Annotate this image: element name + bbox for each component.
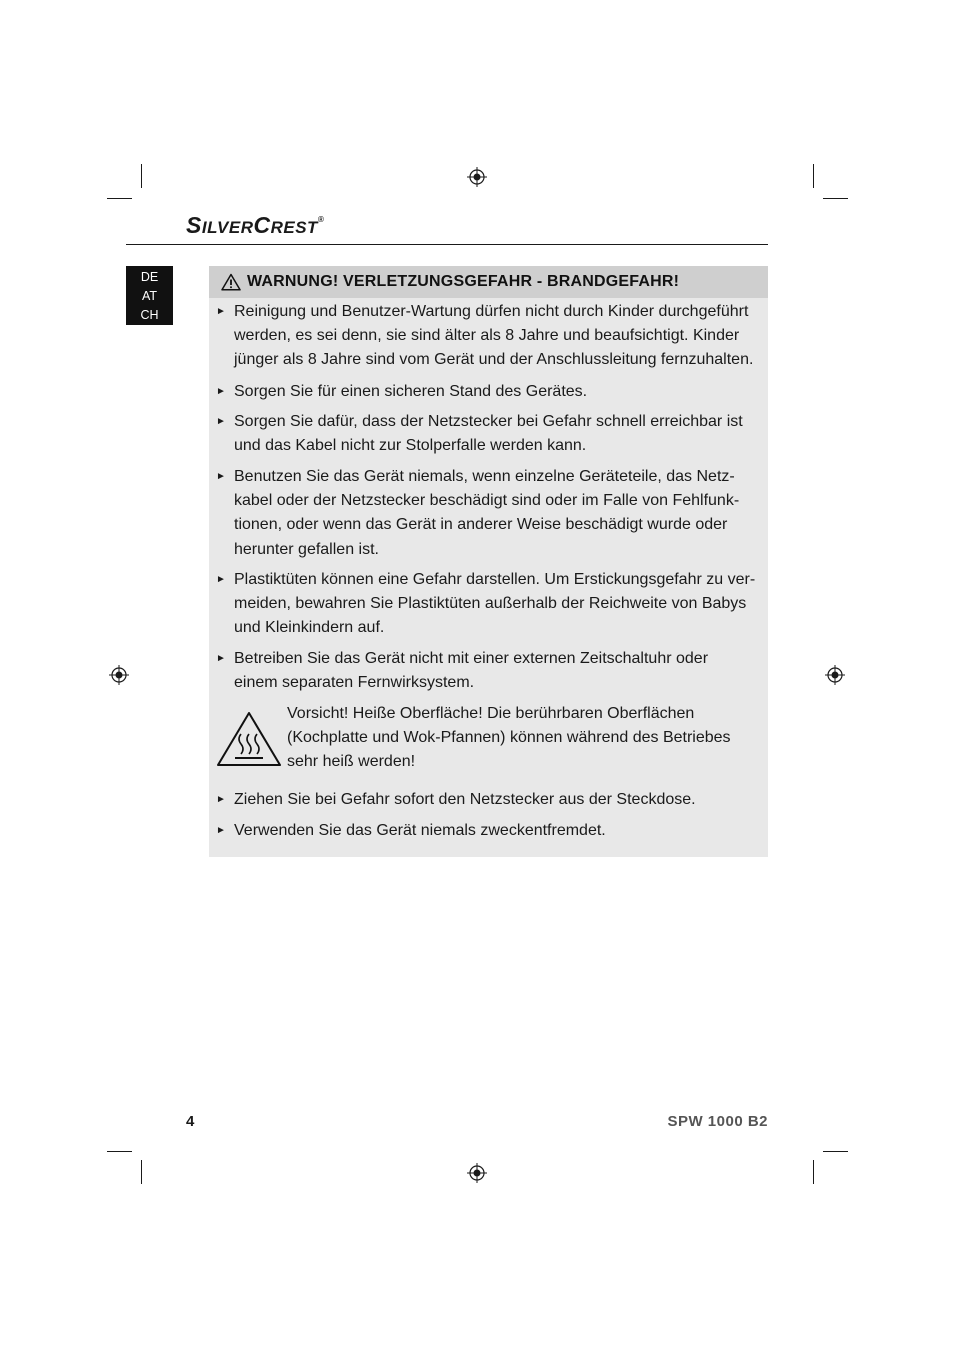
text-line: werden, es sei denn, sie sind älter als 8 Jahre und beaufsichtigt. Kinder [234,327,740,345]
text-line: Reinigung und Benutzer-Wartung dürfen nicht durch Kinder durchgeführt [234,303,749,320]
text-line: und Kleinkindern auf. [234,619,385,637]
crop-mark [141,1160,142,1184]
list-item-text [234,647,764,695]
bullet-arrow-icon: ► [216,825,226,836]
model-number: SPW 1000 B2 [667,1113,768,1130]
bullet-arrow-icon: ► [216,306,226,317]
list-item-text [234,819,764,843]
text-line: tionen, oder wenn das Gerät in anderer Weise beschädigt wurde oder [234,516,728,534]
text-line: Sorgen Sie dafür, dass der Netzstecker bei Gefahr schnell erreichbar ist [234,413,743,430]
language-code: DE [140,270,159,284]
text-line: sehr heiß werden! [287,753,416,771]
crop-mark [141,164,142,188]
language-code: AT [141,289,158,303]
text-line: und das Kabel nicht zur Stolperfalle werden kann. [234,437,587,455]
crop-mark [107,198,132,199]
text-line: kabel oder der Netzstecker beschädigt sind oder im Falle von Fehlfunk- [234,492,740,510]
crop-mark [823,198,848,199]
list-item-text [234,300,764,373]
crop-mark [813,164,814,188]
list-item-text [234,788,764,812]
page-number: 4 [186,1113,195,1130]
text-line: Ziehen Sie bei Gefahr sofort den Netzstecker aus der Steckdose. [234,791,696,808]
text-line: Benutzen Sie das Gerät niemals, wenn einzelne Geräteteile, das Netz- [234,468,735,485]
text-line: herunter gefallen ist. [234,540,379,558]
language-tab [126,266,173,325]
bullet-arrow-icon: ► [216,794,226,805]
hot-surface-text [287,702,762,775]
hot-surface-warning-icon [215,710,283,768]
text-line: jünger als 8 Jahre sind vom Gerät und der Anschlussleitung fernzuhalten. [234,351,754,369]
bullet-arrow-icon: ► [216,574,226,585]
text-line: Betreiben Sie das Gerät nicht mit einer externen Zeitschaltuhr oder [234,650,709,667]
header-rule [126,244,768,245]
warning-box [209,266,768,857]
bullet-arrow-icon: ► [216,653,226,664]
list-item-text [234,465,764,562]
text-line: Sorgen Sie für einen sicheren Stand des Gerätes. [234,383,588,400]
crop-mark [107,1151,132,1152]
language-code: CH [140,308,159,322]
text-line: (Kochplatte und Wok-Pfannen) können während des Betriebes [287,729,731,747]
warning-header [209,266,768,298]
registration-mark-icon [467,1163,487,1183]
brand-logo: SILVERCREST® [186,212,325,238]
list-item-text [234,380,764,404]
list-item-text [234,410,764,458]
bullet-arrow-icon: ► [216,386,226,397]
registration-mark-icon [467,167,487,187]
bullet-arrow-icon: ► [216,416,226,427]
warning-triangle-icon [221,273,241,291]
text-line: einem separaten Fernwirksystem. [234,674,475,692]
crop-mark [813,1160,814,1184]
text-line: Plastiktüten können eine Gefahr darstellen. Um Erstickungsgefahr zu ver- [234,571,756,588]
registration-mark-icon [825,665,845,685]
text-line: meiden, bewahren Sie Plastiktüten außerhalb der Reichweite von Babys [234,595,747,613]
text-line: Verwenden Sie das Gerät niemals zweckentfremdet. [234,822,606,839]
registration-mark-icon [109,665,129,685]
list-item-text [234,568,764,641]
warning-title: WARNUNG! VERLETZUNGSGEFAHR - BRANDGEFAHR! [247,273,680,290]
bullet-arrow-icon: ► [216,471,226,482]
text-line: Vorsicht! Heiße Oberfläche! Die berührbaren Oberflächen [287,705,695,722]
crop-mark [823,1151,848,1152]
